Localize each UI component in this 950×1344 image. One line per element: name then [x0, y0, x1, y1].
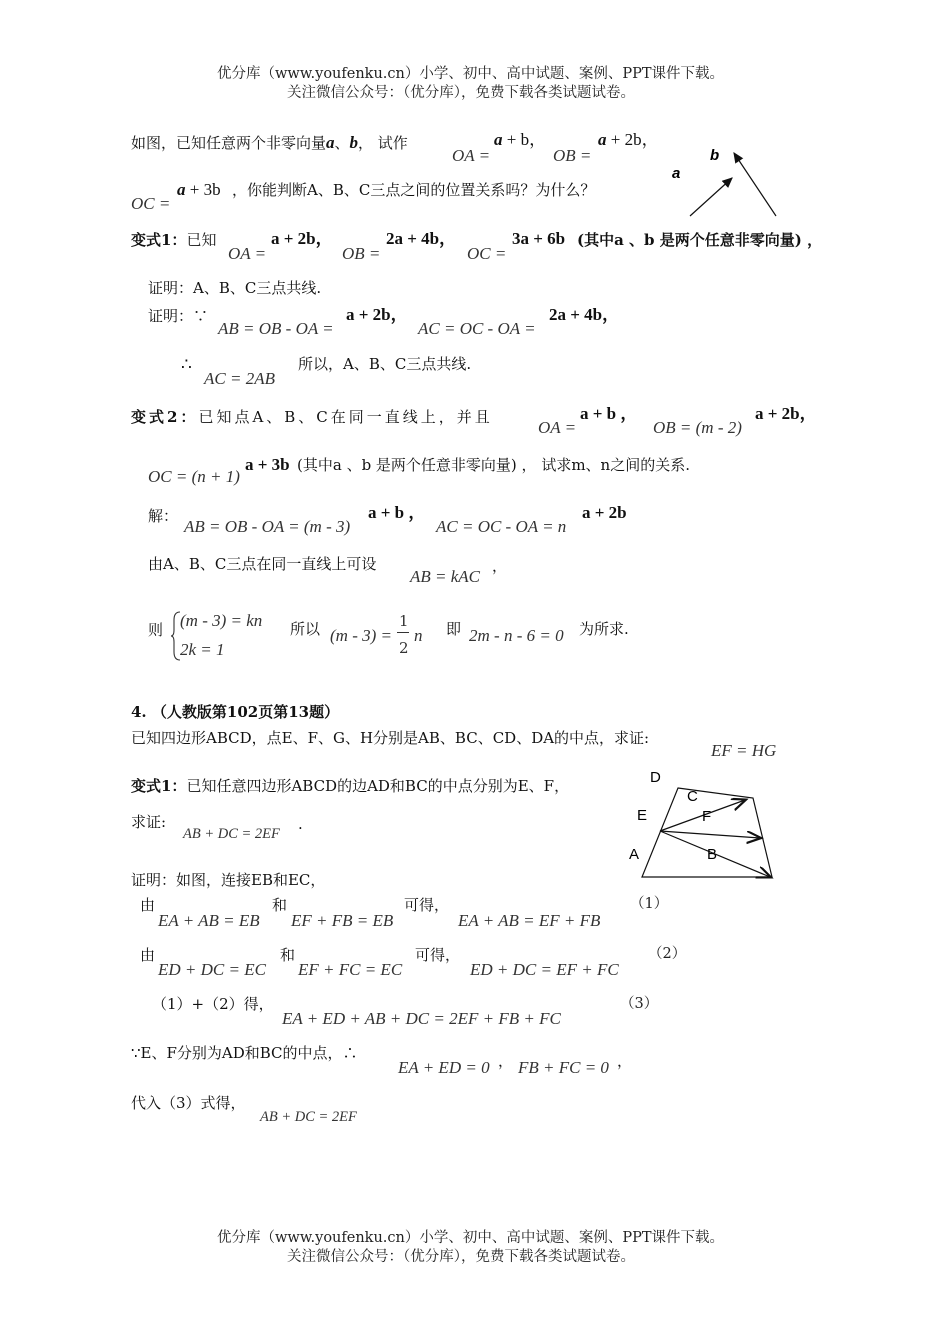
- v2-ab-k: AB = kAC: [410, 567, 481, 586]
- v2-oa: OA =: [538, 418, 577, 437]
- ob-label: OB =: [553, 146, 592, 165]
- v2-half-denominator: 2: [399, 639, 409, 657]
- zero-comma-1: ，: [498, 1052, 514, 1070]
- zero-1: EA + ED = 0: [398, 1058, 490, 1077]
- v1-ac-expr: AC = OC - OA =: [418, 319, 536, 338]
- v2-ob-value: a + 2b，: [755, 404, 817, 423]
- v2-oc: OC = (n + 1): [148, 467, 240, 486]
- and-1: 和: [272, 896, 288, 914]
- final-result: AB + DC = 2EF: [260, 1109, 357, 1125]
- header-line-1: 优分库（www.youfenku.cn）小学、初中、高中试题、案例、PPT课件下载。: [217, 66, 725, 82]
- oc-value: a + 3b: [177, 180, 221, 199]
- oa-value: a + b，: [494, 130, 547, 149]
- footer-line-1: 优分库（www.youfenku.cn）小学、初中、高中试题、案例、PPT课件下载。: [217, 1230, 725, 1246]
- v1-note: (其中a 、b 是两个任意非零向量) ，: [577, 231, 823, 249]
- zero-comma-2: ，: [617, 1052, 633, 1070]
- v1-oa: OA =: [228, 244, 267, 263]
- combine: （1）+（2）得，: [152, 995, 274, 1013]
- ob-value: a + 2b，: [598, 130, 659, 149]
- v1-ac-value: 2a + 4b，: [549, 305, 620, 324]
- v2-ab-expr: AB = OB - OA = (m - 3): [184, 517, 351, 536]
- problem4-title: 4. （人教版第102页第13题）: [131, 703, 340, 721]
- eq1a: EA + AB = EB: [158, 911, 260, 930]
- variant4-proof-intro: 证明：如图，连接EB和EC，: [131, 871, 326, 889]
- variant4-dot: .: [298, 815, 303, 833]
- footer-line-2: 关注微信公众号：（优分库），免费下载各类试题试卷。: [287, 1249, 635, 1265]
- v2-oa-value: a + b ，: [580, 404, 638, 423]
- from-1: 由: [140, 896, 156, 914]
- vector-b-label: b: [710, 147, 720, 164]
- v2-solution: 解：: [148, 507, 179, 525]
- and-2: 和: [280, 946, 296, 964]
- problem3-question: ，你能判断A、B、C三点之间的位置关系吗？为什么？: [232, 181, 596, 199]
- v2-system-eq2: 2k = 1: [180, 640, 225, 659]
- v1-oc-value: 3a + 6b: [512, 229, 566, 248]
- v2-fraction-bar: [397, 632, 409, 633]
- v2-ob: OB = (m - 2): [653, 418, 742, 437]
- point-f-label: F: [702, 808, 712, 825]
- eq3: EA + ED + AB + DC = 2EF + FB + FC: [282, 1009, 561, 1028]
- get-2: 可得，: [415, 946, 461, 964]
- oc-label: OC =: [131, 194, 171, 213]
- substitute: 代入（3）式得，: [131, 1094, 246, 1112]
- v2-final: 2m - n - 6 = 0: [469, 626, 564, 645]
- v1-proof: 证明：∵: [148, 307, 209, 325]
- eq2a: ED + DC = EC: [158, 960, 266, 979]
- v2-ac-value: a + 2b: [582, 503, 627, 522]
- v1-ac-eq: AC = 2AB: [204, 369, 275, 388]
- v2-then: 则: [148, 621, 164, 639]
- point-d-label: D: [650, 769, 661, 786]
- v1-therefore: ∴: [181, 355, 192, 375]
- vector-a-label: a: [672, 165, 681, 182]
- v1-conclusion: 所以，A、B、C三点共线.: [298, 355, 472, 373]
- v2-so: 所以: [290, 620, 321, 638]
- quad-outline: [642, 788, 772, 877]
- variant2-given: 变式2：已知点A、B、C在同一直线上，并且: [131, 408, 493, 426]
- tag-2: （2）: [648, 946, 687, 962]
- eq1c: EA + AB = EF + FB: [458, 911, 601, 930]
- vector-figure: [660, 140, 790, 225]
- v2-is-answer: 为所求.: [579, 620, 629, 638]
- v1-ab-expr: AB = OB - OA =: [218, 319, 334, 338]
- problem3-intro: 如图，已知任意两个非零向量a、b， 试作: [131, 133, 408, 152]
- variant1-given: 变式1：已知: [131, 231, 217, 249]
- v1-oa-value: a + 2b，: [271, 229, 333, 248]
- v1-oc: OC =: [467, 244, 507, 263]
- get-1: 可得，: [404, 896, 450, 914]
- variant4-claim: AB + DC = 2EF: [183, 826, 280, 842]
- eq1b: EF + FB = EB: [291, 911, 394, 930]
- point-a-label: A: [629, 846, 640, 863]
- problem4-claim: EF = HG: [711, 741, 777, 760]
- tag-1: （1）: [630, 896, 669, 912]
- tag-3: （3）: [620, 996, 659, 1012]
- eq2b: EF + FC = EC: [298, 960, 403, 979]
- v2-system-eq1: (m - 3) = kn: [180, 611, 263, 630]
- point-e-label: E: [637, 807, 648, 824]
- v2-note: (其中a 、b 是两个任意非零向量) ， 试求m、n之间的关系.: [297, 456, 690, 474]
- problem4-statement: 已知四边形ABCD，点E、F、G、H分别是AB、BC、CD、DA的中点，求证:: [131, 729, 650, 747]
- v2-ie: 即: [446, 620, 462, 638]
- v2-ab-value: a + b ，: [368, 503, 426, 522]
- zero-2: FB + FC = 0: [518, 1058, 609, 1077]
- variant4-statement: 变式1：已知任意四边形ABCD的边AD和BC的中点分别为E、F，: [131, 777, 570, 795]
- v2-half-numerator: 1: [399, 612, 409, 630]
- variant4-prove: 求证:: [131, 813, 167, 831]
- from-2: 由: [140, 946, 156, 964]
- v1-ob-value: 2a + 4b，: [386, 229, 457, 248]
- v2-result-left: (m - 3) =: [330, 626, 392, 645]
- v2-ac-expr: AC = OC - OA = n: [436, 517, 567, 536]
- point-b-label: B: [707, 846, 718, 863]
- v2-oc-value: a + 3b: [245, 455, 290, 474]
- vector-b-arrow: [734, 153, 776, 216]
- eq2c: ED + DC = EF + FC: [470, 960, 619, 979]
- header-line-2: 关注微信公众号：（优分库），免费下载各类试题试卷。: [287, 85, 635, 101]
- oa-label: OA =: [452, 146, 491, 165]
- vector-a-arrow: [690, 178, 732, 216]
- v1-ob: OB =: [342, 244, 381, 263]
- point-c-label: C: [687, 788, 698, 805]
- v1-ab-value: a + 2b，: [346, 305, 408, 324]
- v2-result-n: n: [414, 626, 423, 645]
- since-midpoints: ∵E、F分别为AD和BC的中点，∴: [131, 1044, 358, 1062]
- quadrilateral-figure: [620, 760, 790, 890]
- v1-prove: 证明：A、B、C三点共线.: [148, 279, 322, 297]
- v2-comma: ，: [492, 557, 508, 575]
- v2-collinear: 由A、B、C三点在同一直线上可设: [148, 555, 377, 573]
